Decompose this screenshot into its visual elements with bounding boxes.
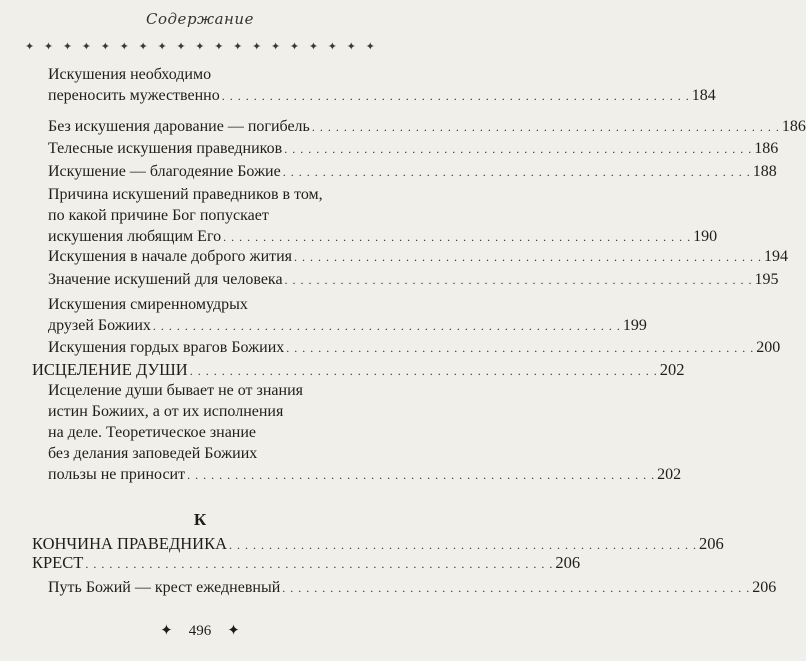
toc-page-number: 194 xyxy=(764,248,789,265)
toc-entry xyxy=(48,246,789,268)
toc-page-number: 188 xyxy=(752,163,777,180)
toc-entry xyxy=(48,577,777,599)
toc-entry-title: переносить мужественно xyxy=(48,87,220,104)
toc-page-number: 206 xyxy=(699,534,724,553)
toc-entry xyxy=(48,380,682,486)
ornament-star-icon: ✦ xyxy=(327,41,337,53)
toc-entry-title: истин Божиих, а от их исполнения xyxy=(48,403,284,420)
ornament-star-icon: ✦ xyxy=(308,41,319,53)
toc-entry-title: Искушения гордых врагов Божиих xyxy=(48,339,285,356)
ornament-star-icon: ✦ xyxy=(365,41,375,53)
ornament-star-icon: ✦ xyxy=(270,41,281,53)
toc-page-number: 200 xyxy=(756,339,781,356)
toc-entry xyxy=(32,552,581,575)
toc-page-number: 190 xyxy=(693,228,718,245)
dot-leader: . . . . . . . . . . . . . . . . . . . . . . . . . . . . . . . . . . . . . . . . . . . . . . . . . . . . . . . . . . . xyxy=(294,250,763,264)
toc-entry xyxy=(48,161,777,183)
ornament-row xyxy=(25,40,375,53)
toc-entry-title: пользы не приносит xyxy=(48,466,186,483)
ornament-star-icon: ✦ xyxy=(157,41,167,53)
toc-entry-title: Искушение — благодеяние Божие xyxy=(48,163,281,180)
ornament-star-icon: ✦ xyxy=(25,41,35,53)
dot-leader: . . . . . . . . . . . . . . . . . . . . . . . . . . . . . . . . . . . . . . . . . . . . . . . . . . . . . . . . . . . xyxy=(85,557,554,571)
toc-page-number: 186 xyxy=(754,140,779,157)
toc-page-number: 206 xyxy=(555,553,581,572)
toc-entry-title: Исцеление души бывает не от знания xyxy=(48,382,303,399)
dot-leader: . . . . . . . . . . . . . . . . . . . . . . . . . . . . . . . . . . . . . . . . . . . . . . . . . . . . . . . . . . . xyxy=(229,538,698,552)
toc-page-number: 184 xyxy=(691,87,716,104)
toc-entry-title: Искушения смиренномудрых xyxy=(48,296,248,313)
ornament-star-icon: ✦ xyxy=(43,41,54,53)
ornament-star-icon: ✦ xyxy=(252,41,262,53)
section-letter: К xyxy=(193,510,207,529)
toc-entry-title: искушения любящим Его xyxy=(48,228,222,245)
dot-leader: . . . . . . . . . . . . . . . . . . . . . . . . . . . . . . . . . . . . . . . . . . . . . . . . . . . . . . . . . . . xyxy=(221,89,690,103)
toc-page-number: 202 xyxy=(659,360,685,379)
toc-entry-title: КРЕСТ xyxy=(32,553,84,572)
toc-entry xyxy=(48,64,716,107)
dot-leader: . . . . . . . . . . . . . . . . . . . . . . . . . . . . . . . . . . . . . . . . . . . . . . . . . . . . . . . . . . . xyxy=(187,468,656,482)
page-footer xyxy=(0,621,400,640)
toc-entry xyxy=(48,116,806,138)
ornament-star-icon: ✦ xyxy=(138,41,148,53)
toc-entry-title: ИСЦЕЛЕНИЕ ДУШИ xyxy=(32,360,188,379)
toc-entry-title: Искушения необходимо xyxy=(48,66,212,83)
toc-entry xyxy=(48,138,779,160)
dot-leader: . . . . . . . . . . . . . . . . . . . . . . . . . . . . . . . . . . . . . . . . . . . . . . . . . . . . . . . . . . . xyxy=(223,230,692,244)
ornament-star-icon: ✦ xyxy=(233,41,243,53)
dot-leader: . . . . . . . . . . . . . . . . . . . . . . . . . . . . . . . . . . . . . . . . . . . . . . . . . . . . . . . . . . . xyxy=(282,165,751,179)
ornament-star-icon: ✦ xyxy=(100,41,110,53)
toc-entry-title: Путь Божий — крест ежедневный xyxy=(48,579,281,596)
dot-leader: . . . . . . . . . . . . . . . . . . . . . . . . . . . . . . . . . . . . . . . . . . . . . . . . . . . . . . . . . . . xyxy=(286,341,755,355)
toc-entry-title: без делания заповедей Божиих xyxy=(48,445,258,462)
ornament-star-icon: ✦ xyxy=(119,41,129,53)
toc-entry-title: на деле. Теоретическое знание xyxy=(48,424,257,441)
dot-leader: . . . . . . . . . . . . . . . . . . . . . . . . . . . . . . . . . . . . . . . . . . . . . . . . . . . . . . . . . . . xyxy=(284,273,753,287)
running-header: Содержание xyxy=(146,10,254,28)
toc-page-number: 199 xyxy=(622,317,647,334)
toc-entry xyxy=(48,269,779,291)
toc-entry-title: Телесные искушения праведников xyxy=(48,140,283,157)
toc-entry xyxy=(48,294,647,337)
toc-page-number: 186 xyxy=(781,118,806,135)
toc-entry-title: Причина искушений праведников в том, xyxy=(48,186,323,203)
dot-leader: . . . . . . . . . . . . . . . . . . . . . . . . . . . . . . . . . . . . . . . . . . . . . . . . . . . . . . . . . . . xyxy=(152,319,621,333)
ornament-star-icon: ✦ xyxy=(195,41,205,53)
dot-leader: . . . . . . . . . . . . . . . . . . . . . . . . . . . . . . . . . . . . . . . . . . . . . . . . . . . . . . . . . . . xyxy=(311,120,780,134)
ornament-left-icon: ✦ xyxy=(160,623,173,639)
toc-entry-title: друзей Божиих xyxy=(48,317,151,334)
dot-leader: . . . . . . . . . . . . . . . . . . . . . . . . . . . . . . . . . . . . . . . . . . . . . . . . . . . . . . . . . . . xyxy=(282,581,751,595)
toc-entry-title: Без искушения дарование — погибель xyxy=(48,118,310,135)
ornament-right-icon: ✦ xyxy=(227,623,240,639)
page-number: 496 xyxy=(188,623,212,639)
toc-entry-title: КОНЧИНА ПРАВЕДНИКА xyxy=(32,534,228,553)
toc-entry xyxy=(32,359,685,382)
toc-page-number: 195 xyxy=(754,271,779,288)
ornament-star-icon: ✦ xyxy=(289,41,300,53)
ornament-star-icon: ✦ xyxy=(62,41,73,53)
dot-leader: . . . . . . . . . . . . . . . . . . . . . . . . . . . . . . . . . . . . . . . . . . . . . . . . . . . . . . . . . . . xyxy=(284,142,753,156)
toc-entry xyxy=(48,337,781,359)
toc-page-number: 202 xyxy=(657,466,682,483)
ornament-star-icon: ✦ xyxy=(214,41,224,53)
toc-page-number: 206 xyxy=(752,579,777,596)
toc-entry-title: Значение искушений для человека xyxy=(48,271,283,288)
ornament-star-icon: ✦ xyxy=(176,41,186,53)
toc-entry xyxy=(48,184,718,248)
ornament-star-icon: ✦ xyxy=(346,41,356,53)
toc-entry-title: Искушения в начале доброго жития xyxy=(48,248,293,265)
ornament-star-icon: ✦ xyxy=(81,41,91,53)
dot-leader: . . . . . . . . . . . . . . . . . . . . . . . . . . . . . . . . . . . . . . . . . . . . . . . . . . . . . . . . . . . xyxy=(189,364,658,378)
toc-entry-title: по какой причине Бог попускает xyxy=(48,207,269,224)
